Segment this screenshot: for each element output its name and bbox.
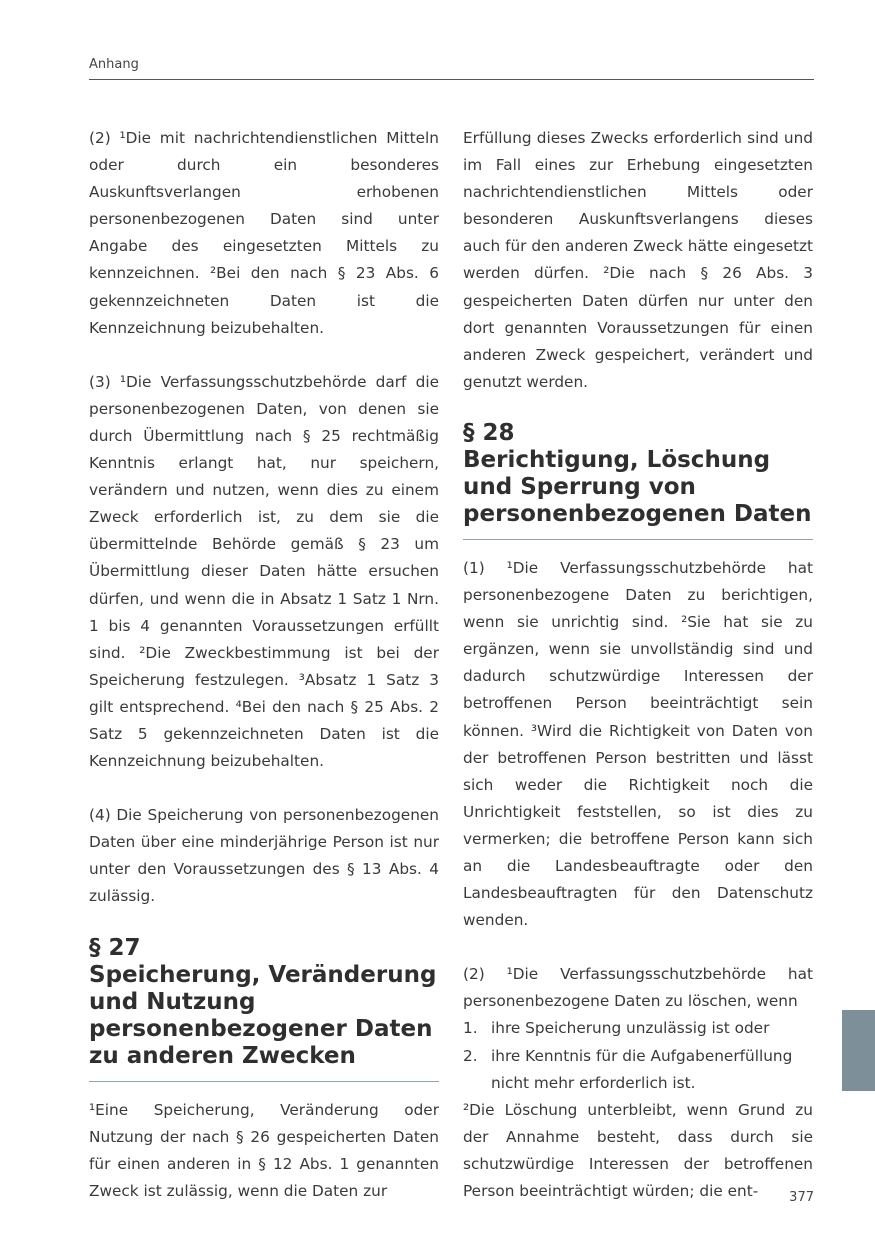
section-27-continuation: Erfüllung dieses Zwecks erforderlich sind und im Fall eines zur Erhebung eingesetzten nachrichtendienstlichen Mittels oder besonderen Auskunftsverlangens dieses auch für den anderen Zweck hätte eingesetzt werden dürfen. ²Die nach § 26 Abs. 3 gespeicherten Daten dürfen nur unter den dort genannten Voraussetzungen für einen anderen Zweck gespeichert, verändert und genutzt werden. bbox=[463, 129, 813, 391]
right-column bbox=[463, 125, 813, 1205]
list-item-number: 1. bbox=[463, 1019, 478, 1038]
section-28-heading bbox=[463, 420, 813, 528]
section-28-paragraph-2-intro: (2) ¹Die Verfassungsschutzbehörde hat personenbezogene Daten zu löschen, wenn bbox=[463, 965, 813, 1011]
page-number: 377 bbox=[789, 1190, 814, 1205]
section-28-number: § 28 bbox=[463, 419, 515, 446]
list-item bbox=[463, 1043, 813, 1097]
chapter-thumb-tab bbox=[842, 1010, 875, 1091]
paragraph-3: (3) ¹Die Verfassungsschutzbehörde darf die personenbezogenen Daten, von denen sie durch Übermittlung nach § 25 rechtmäßig Kenntnis erlangt hat, nur speichern, verändern und nutzen, wenn dies zu einem Zweck erforderlich ist, zu dem sie die übermittelnde Behörde gemäß § 23 um Übermittlung dieser Daten hätte ersuchen dürfen, und wenn die in Absatz 1 Satz 1 Nrn. 1 bis 4 genannten Voraussetzungen erfüllt sind. ²Die Zweckbestimmung ist bei der Speicherung festzulegen. ³Absatz 1 Satz 3 gilt entsprechend. ⁴Bei den nach § 25 Abs. 2 Satz 5 gekennzeichneten Daten ist die Kennzeichnung beizubehalten. bbox=[89, 372, 439, 771]
section-28-paragraph-2-continuation: ²Die Löschung unterbleibt, wenn Grund zu der Annahme besteht, dass durch sie schutzwürdige Interessen der betroffenen Person beeinträchtigt würden; die ent- bbox=[463, 1100, 813, 1200]
section-28-title: Berichtigung, Löschung und Sperrung von personenbezogenen Daten bbox=[463, 446, 812, 527]
section-27-paragraph-1: ¹Eine Speicherung, Veränderung oder Nutzung der nach § 26 gespeicherten Daten für einen anderen in § 12 Abs. 1 genannten Zweck ist zulässig, wenn die Daten zur bbox=[89, 1100, 439, 1200]
header-title: Anhang bbox=[89, 57, 139, 72]
paragraph-2: (2) ¹Die mit nachrichtendienstlichen Mitteln oder durch ein besonderes Auskunftsverlangen erhobenen personenbezogenen Daten sind unter Angabe des eingesetzten Mittels zu kennzeichnen. ²Bei den nach § 23 Abs. 6 gekennzeichneten Daten ist die Kennzeichnung beizubehalten. bbox=[89, 129, 439, 337]
paragraph-4: (4) Die Speicherung von personenbezogenen Daten über eine minderjährige Person ist nur unter den Voraussetzungen des § 13 Abs. 4 zulässig. bbox=[89, 806, 439, 906]
deletion-conditions-list bbox=[463, 1015, 813, 1096]
section-27-number: § 27 bbox=[89, 934, 141, 961]
left-column bbox=[89, 125, 439, 1205]
section-27-heading bbox=[89, 935, 439, 1070]
section-28-paragraph-1: (1) ¹Die Verfassungsschutzbehörde hat personenbezogene Daten zu berichtigen, wenn sie unrichtig sind. ²Sie hat sie zu ergänzen, wenn sie unvollständig sind und dadurch schutzwürdige Interessen der betroffenen Person beeinträchtigt sein können. ³Wird die Richtigkeit von Daten von der betroffenen Person bestritten und lässt sich weder die Richtigkeit noch die Unrichtigkeit feststellen, so ist dies zu vermerken; die betroffene Person kann sich an die Landesbeauftragte oder den Landesbeauftragten für den Datenschutz wenden. bbox=[463, 558, 813, 930]
list-item-text: ihre Kenntnis für die Aufgabenerfüllung nicht mehr erforderlich ist. bbox=[491, 1046, 793, 1092]
list-item-number: 2. bbox=[463, 1046, 478, 1065]
list-item bbox=[463, 1015, 813, 1042]
list-item-text: ihre Speicherung unzulässig ist oder bbox=[491, 1019, 770, 1038]
running-header bbox=[89, 57, 814, 80]
section-27-title: Speicherung, Veränderung und Nutzung personenbezogener Daten zu anderen Zwecken bbox=[89, 961, 437, 1069]
